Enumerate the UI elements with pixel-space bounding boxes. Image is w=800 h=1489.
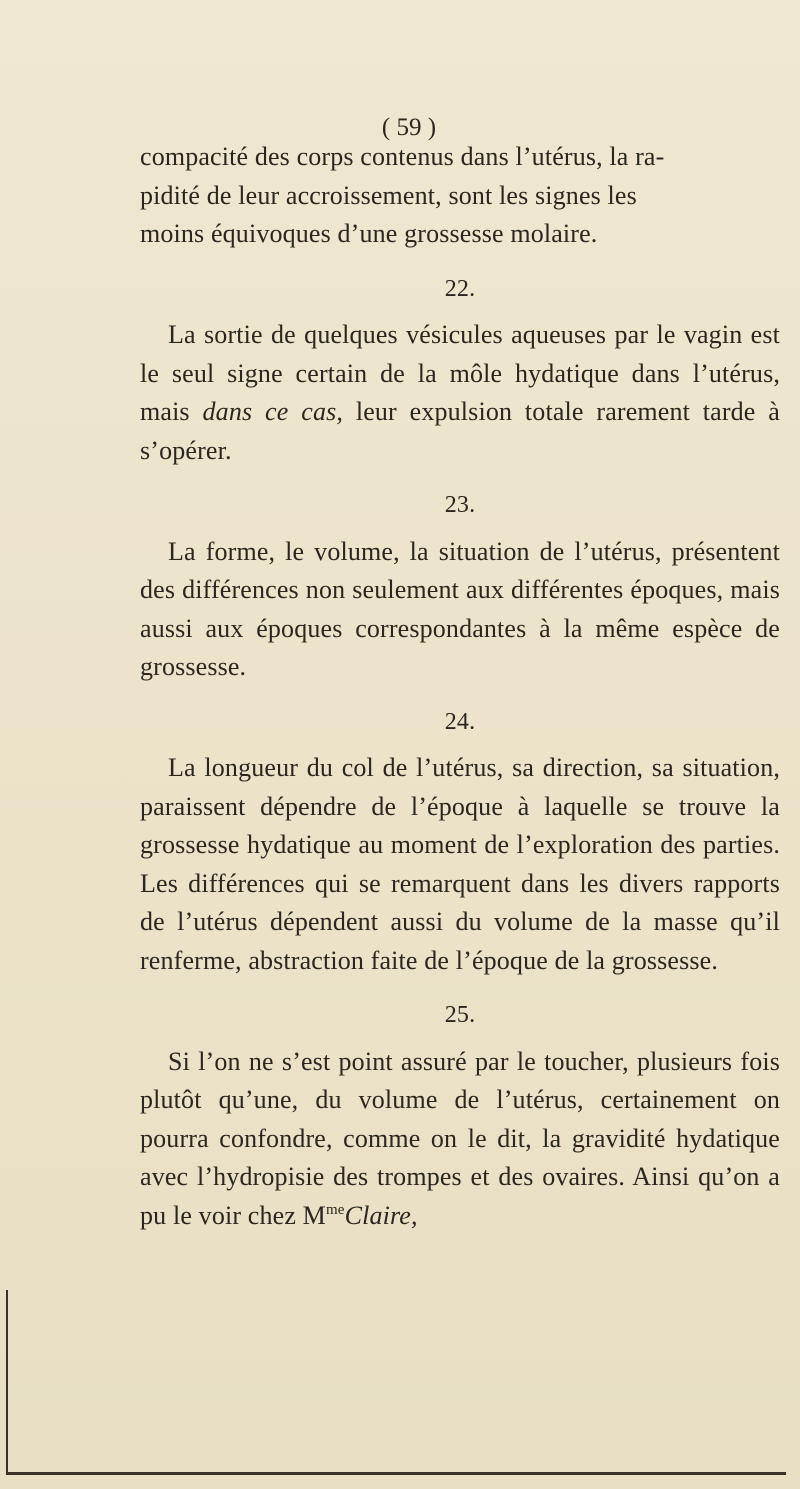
section-number-25: 25. xyxy=(444,1002,476,1028)
page-edge-bottom xyxy=(6,1472,786,1475)
section-number-23: 23. xyxy=(444,492,476,518)
paragraph-continuation: compacité des corps contenus dans l’utérus, la ra- pidité de leur accroissement, sont les signes les moins équivoques d’une grossesse molaire. xyxy=(140,142,665,248)
paragraph-23: La forme, le volume, la situation de l’utérus, présentent des différences non seulement aux différentes époques, mais aussi aux époques correspondantes à la même espèce de grossesse. xyxy=(140,536,780,681)
page-text xyxy=(140,106,780,1235)
paragraph-22: La sortie de quelques vésicules aqueuses par le vagin est le seul signe certain de la môle hydatique dans l’utérus, mais dans ce cas, leur expulsion totale rarement tarde à s’opérer. xyxy=(140,320,780,465)
section-number-22: 22. xyxy=(444,275,476,302)
page-edge-left xyxy=(6,1290,8,1475)
paragraph-24: La longueur du col de l’utérus, sa direction, sa situation, paraissent dépendre de l’époque à laquelle se trouve la grossesse hydatique au moment de l’exploration des parties. Les différences qui se remarquent dans les divers rapports de l’utérus dépendent aussi du volume de la masse qu’il renferme, abstraction faite de l’époque de la grossesse. xyxy=(140,753,780,975)
page-number: ( 59 ) xyxy=(381,114,437,141)
section-number-24: 24. xyxy=(444,708,476,735)
paragraph-25: Si l’on ne s’est point assuré par le toucher, plusieurs fois plutôt qu’une, du volume de l’utérus, certainement on pourra confondre, comme on le dit, la gravidité hydatique avec l’hydropisie des trompes et des ovaires. Ainsi qu’on a pu le voir chez $M^{me}Claire$, xyxy=(140,1046,780,1230)
